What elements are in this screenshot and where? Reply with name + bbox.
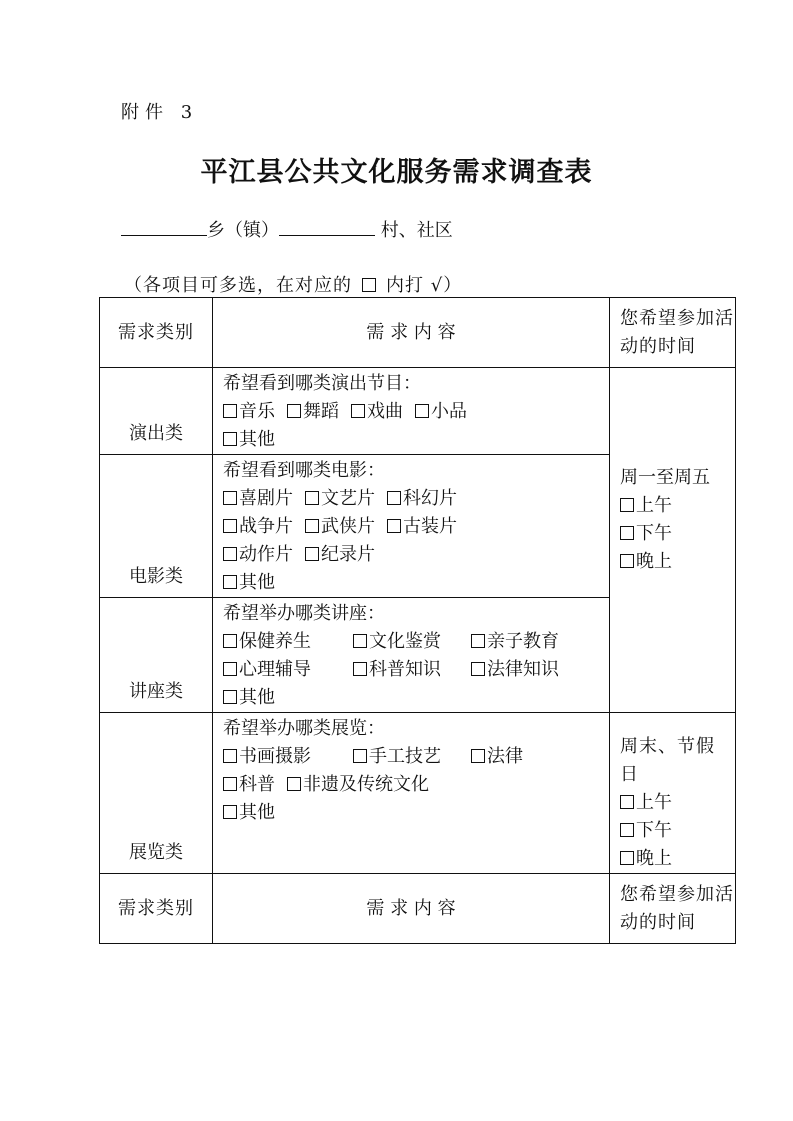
- option-checkbox[interactable]: [387, 485, 457, 513]
- checkbox-icon: [620, 498, 634, 512]
- checkbox-icon: [471, 749, 485, 763]
- checkbox-icon: [223, 575, 237, 589]
- time-option[interactable]: [620, 520, 735, 548]
- option-checkbox[interactable]: [471, 656, 559, 684]
- option-label: 纪录片: [321, 544, 375, 565]
- option-checkbox[interactable]: [223, 684, 275, 712]
- checkbox-icon: [351, 404, 365, 418]
- option-label: 武侠片: [321, 516, 375, 537]
- option-label: 书画摄影: [239, 746, 311, 767]
- option-checkbox[interactable]: [223, 426, 275, 454]
- option-checkbox[interactable]: [287, 771, 429, 799]
- option-checkbox[interactable]: [223, 656, 353, 684]
- option-checkbox[interactable]: [305, 485, 375, 513]
- checkbox-icon: [223, 805, 237, 819]
- option-line: [223, 656, 609, 684]
- checkbox-icon: [287, 404, 301, 418]
- option-label: 其他: [239, 802, 275, 823]
- header-time: 您希望参加活动的时间: [610, 298, 736, 368]
- time-group-label: 周末、节假日: [620, 736, 715, 785]
- option-line: [223, 628, 609, 656]
- checkbox-icon: [223, 547, 237, 561]
- option-checkbox[interactable]: [223, 799, 275, 827]
- option-line: [223, 426, 609, 454]
- option-checkbox[interactable]: [223, 513, 293, 541]
- option-checkbox[interactable]: [305, 541, 375, 569]
- option-checkbox[interactable]: [223, 743, 353, 771]
- checkbox-icon: [223, 690, 237, 704]
- option-label: 其他: [239, 572, 275, 593]
- time-option-label: 上午: [636, 495, 672, 516]
- checkbox-icon: [620, 851, 634, 865]
- checkbox-icon: [471, 634, 485, 648]
- option-label: 战争片: [239, 516, 293, 537]
- option-label: 动作片: [239, 544, 293, 565]
- question: 希望举办哪类展览：: [223, 718, 385, 739]
- checkbox-icon: [620, 554, 634, 568]
- village-blank[interactable]: [279, 219, 375, 236]
- option-label: 法律知识: [487, 659, 559, 680]
- time-option-label: 晚上: [636, 848, 672, 869]
- option-line: [223, 513, 609, 541]
- category-cell: 展览类: [100, 713, 213, 874]
- option-checkbox[interactable]: [223, 398, 275, 426]
- question: 希望看到哪类电影：: [223, 460, 385, 481]
- checkbox-icon: [223, 404, 237, 418]
- option-label: 科普: [239, 774, 275, 795]
- option-label: 文化鉴赏: [369, 631, 441, 652]
- option-line: [223, 743, 609, 771]
- checkbox-icon: [305, 491, 319, 505]
- time-option[interactable]: [620, 492, 735, 520]
- checkbox-icon: [305, 547, 319, 561]
- question: 希望看到哪类演出节目：: [223, 373, 421, 394]
- option-checkbox[interactable]: [415, 398, 467, 426]
- time-option-label: 下午: [636, 820, 672, 841]
- footer-time: 您希望参加活动的时间: [610, 874, 736, 944]
- option-label: 非遗及传统文化: [303, 774, 429, 795]
- option-line: [223, 771, 609, 799]
- option-checkbox[interactable]: [353, 743, 471, 771]
- option-checkbox[interactable]: [351, 398, 403, 426]
- header-category: 需求类别: [100, 298, 213, 368]
- option-line: [223, 485, 609, 513]
- time-cell-weekday: [610, 368, 736, 713]
- checkbox-icon: [223, 432, 237, 446]
- checkbox-icon: [387, 519, 401, 533]
- option-checkbox[interactable]: [305, 513, 375, 541]
- option-label: 手工技艺: [369, 746, 441, 767]
- option-label: 古装片: [403, 516, 457, 537]
- content-cell: [213, 455, 610, 598]
- checkbox-icon: [353, 634, 367, 648]
- category-cell: 电影类: [100, 455, 213, 598]
- attachment-label: 附件 3: [121, 102, 199, 123]
- option-label: 文艺片: [321, 488, 375, 509]
- checkbox-icon: [415, 404, 429, 418]
- header-content: 需 求 内 容: [213, 298, 610, 368]
- category-cell: 讲座类: [100, 598, 213, 713]
- survey-table: [99, 297, 736, 944]
- checkbox-icon: [305, 519, 319, 533]
- option-checkbox[interactable]: [471, 628, 559, 656]
- checkbox-icon: [223, 777, 237, 791]
- table-header-row: [100, 298, 736, 368]
- option-label: 小品: [431, 401, 467, 422]
- township-suffix: 乡（镇）: [207, 220, 279, 241]
- option-line: [223, 684, 609, 712]
- time-option-label: 上午: [636, 792, 672, 813]
- option-line: [223, 541, 609, 569]
- option-label: 科幻片: [403, 488, 457, 509]
- checkbox-icon: [223, 634, 237, 648]
- time-option-label: 下午: [636, 523, 672, 544]
- option-checkbox[interactable]: [471, 743, 523, 771]
- table-footer-row: [100, 874, 736, 944]
- footer-content: 需 求 内 容: [213, 874, 610, 944]
- checkbox-icon: [223, 749, 237, 763]
- option-label: 保健养生: [239, 631, 311, 652]
- option-checkbox[interactable]: [223, 569, 275, 597]
- option-checkbox[interactable]: [353, 628, 471, 656]
- option-checkbox[interactable]: [287, 398, 339, 426]
- question: 希望举办哪类讲座：: [223, 603, 385, 624]
- option-label: 其他: [239, 687, 275, 708]
- page-title: 平江县公共文化服务需求调查表: [200, 157, 593, 188]
- checkbox-icon: [353, 749, 367, 763]
- footer-category: 需求类别: [100, 874, 213, 944]
- village-suffix: 村、社区: [380, 220, 453, 241]
- option-checkbox[interactable]: [223, 771, 275, 799]
- checkbox-icon: [387, 491, 401, 505]
- category-cell: 演出类: [100, 368, 213, 455]
- table-row: [100, 368, 736, 455]
- region-line: [121, 216, 453, 242]
- checkbox-sample-icon: [362, 278, 376, 292]
- option-line: [223, 398, 609, 426]
- table-row: [100, 713, 736, 874]
- checkbox-icon: [287, 777, 301, 791]
- option-checkbox[interactable]: [223, 628, 353, 656]
- time-option[interactable]: [620, 817, 735, 845]
- option-label: 音乐: [239, 401, 275, 422]
- option-label: 喜剧片: [239, 488, 293, 509]
- checkbox-icon: [223, 519, 237, 533]
- option-checkbox[interactable]: [223, 485, 293, 513]
- time-option-label: 晚上: [636, 551, 672, 572]
- time-cell-weekend: [610, 713, 736, 874]
- checkbox-icon: [620, 823, 634, 837]
- option-label: 其他: [239, 429, 275, 450]
- time-group-label: 周一至周五: [620, 467, 710, 488]
- option-line: [223, 569, 609, 597]
- option-label: 科普知识: [369, 659, 441, 680]
- checkbox-icon: [223, 662, 237, 676]
- option-checkbox[interactable]: [353, 656, 471, 684]
- content-cell: [213, 598, 610, 713]
- checkbox-icon: [620, 526, 634, 540]
- township-blank[interactable]: [121, 219, 207, 236]
- content-cell: [213, 368, 610, 455]
- instruction: [124, 271, 462, 297]
- content-cell: [213, 713, 610, 874]
- option-label: 戏曲: [367, 401, 403, 422]
- option-label: 法律: [487, 746, 523, 767]
- instruction-before: （各项目可多选，在对应的: [124, 275, 352, 296]
- option-label: 亲子教育: [487, 631, 559, 652]
- time-option[interactable]: [620, 845, 735, 873]
- checkbox-icon: [471, 662, 485, 676]
- time-option[interactable]: [620, 789, 735, 817]
- time-option[interactable]: [620, 548, 735, 576]
- checkbox-icon: [223, 491, 237, 505]
- option-checkbox[interactable]: [223, 541, 293, 569]
- option-label: 心理辅导: [239, 659, 311, 680]
- option-line: [223, 799, 609, 827]
- option-label: 舞蹈: [303, 401, 339, 422]
- instruction-after: 内打 √）: [386, 275, 463, 296]
- checkbox-icon: [353, 662, 367, 676]
- option-checkbox[interactable]: [387, 513, 457, 541]
- checkbox-icon: [620, 795, 634, 809]
